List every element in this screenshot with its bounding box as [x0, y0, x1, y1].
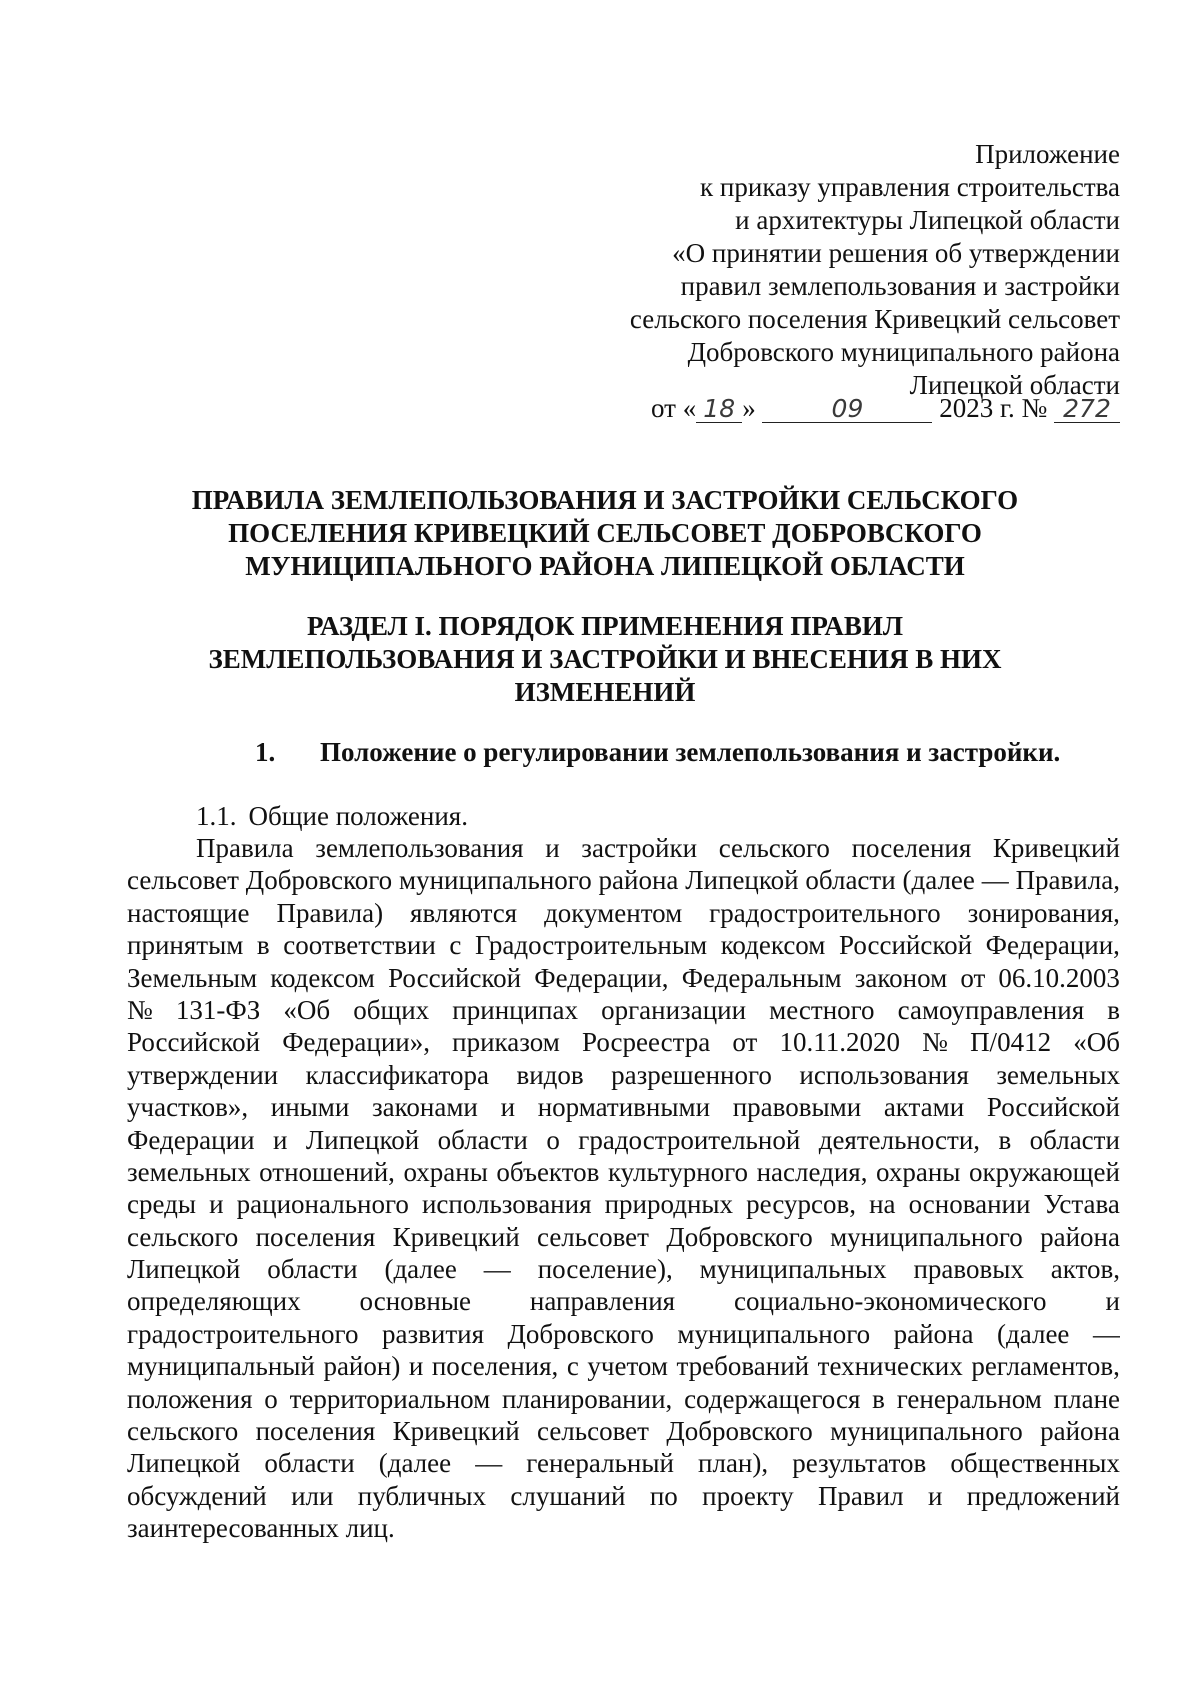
word: муниципального [677, 1318, 871, 1349]
paragraph-line [127, 962, 1120, 994]
word: основании [908, 1189, 1031, 1220]
word: и [408, 1351, 424, 1382]
paragraph-line [127, 1156, 1120, 1188]
word: Федерации», [282, 1027, 430, 1058]
word: Федерации, [985, 930, 1120, 961]
word: содержащегося [684, 1383, 861, 1414]
word: Добровского [507, 1318, 654, 1349]
word: Добровского [666, 1221, 813, 1252]
paragraph-line [127, 1447, 1120, 1479]
paragraph-line [127, 1124, 1120, 1156]
title-line: ПОСЕЛЕНИЯ КРИВЕЦКИЙ СЕЛЬСОВЕТ ДОБРОВСКОГО [228, 518, 982, 548]
appendix-line: Липецкой области [909, 370, 1120, 400]
word: Правила) [276, 897, 384, 928]
word: 06.10.2003 [998, 962, 1120, 993]
handwritten-month: 09 [762, 396, 932, 423]
word: Липецкой [305, 1124, 420, 1155]
word: культурного [607, 1156, 749, 1187]
word: Федеральным [681, 962, 842, 993]
word: П/0412 [970, 1027, 1052, 1058]
paragraph-line [127, 1026, 1120, 1058]
word: Российской [838, 930, 973, 961]
appendix-line: сельского поселения Кривецкий сельсовет [629, 304, 1120, 334]
appendix-line: к приказу управления строительства [700, 172, 1120, 202]
word: муниципальных [699, 1254, 887, 1285]
word: муниципальный [127, 1351, 315, 1382]
word: в [872, 1383, 885, 1414]
appendix-line: и архитектуры Липецкой области [735, 205, 1120, 235]
word: (далее [384, 1254, 457, 1285]
word: актов, [1050, 1254, 1120, 1285]
word: с [449, 930, 462, 961]
word: определяющих [127, 1286, 301, 1317]
word: района [1040, 1221, 1120, 1252]
word: — [475, 1448, 503, 1479]
word: 131-ФЗ [175, 994, 261, 1025]
word: использования [799, 1059, 969, 1090]
word: поселения [255, 1416, 376, 1447]
word: и [545, 833, 560, 863]
paragraph-line [127, 1091, 1120, 1123]
year-text: 2023 г. № [939, 393, 1048, 423]
word: территориальном [289, 1383, 491, 1414]
word: градостроительного [709, 897, 941, 928]
subclause-title: Общие положения. [248, 801, 468, 831]
word: — [1092, 1318, 1120, 1349]
word: планировании, [502, 1383, 673, 1414]
handwritten-day: 18 [696, 396, 742, 423]
paragraph-line [127, 1059, 1120, 1091]
word: направления [529, 1286, 676, 1317]
word: плане [1053, 1383, 1120, 1414]
word: законами [372, 1092, 478, 1123]
word: Липецкой [127, 1448, 241, 1479]
paragraph-line [127, 1383, 1120, 1415]
word: Правил [817, 1480, 904, 1511]
word: регламентов, [971, 1351, 1120, 1382]
word: Российской [986, 1092, 1120, 1123]
word: план), [698, 1448, 769, 1479]
word: Российской [127, 1027, 261, 1058]
word: земельных [127, 1156, 251, 1187]
word: окружающей [968, 1156, 1120, 1187]
word: области [437, 1124, 528, 1155]
word: Правила [196, 833, 294, 863]
word: отношений, [259, 1156, 395, 1187]
clause-heading [255, 736, 1060, 769]
word: Федерации [127, 1124, 255, 1155]
word: правовыми [732, 1092, 862, 1123]
word: области [267, 1254, 358, 1285]
paragraph-line [127, 1253, 1120, 1285]
word: и [500, 1092, 516, 1123]
paragraph-line [127, 864, 1120, 896]
paragraph-line [127, 1480, 1120, 1512]
word: обсуждений [127, 1480, 267, 1511]
word: общих [353, 994, 430, 1025]
word: использования [421, 1189, 592, 1220]
appendix-line: Приложение [975, 139, 1120, 169]
word: публичных [357, 1480, 487, 1511]
word: сельсовет [537, 1221, 649, 1252]
word: Росреестра [581, 1027, 711, 1058]
word: «Об [283, 994, 331, 1025]
word: ресурсов, [746, 1189, 856, 1220]
paragraph-line [127, 994, 1120, 1026]
paragraph-line [127, 929, 1120, 961]
word: сельского [127, 1221, 239, 1252]
paragraph-line-text: заинтересованных лиц. [127, 1513, 395, 1544]
word: и [927, 1480, 943, 1511]
word: принципах [452, 994, 578, 1025]
appendix-line: Добровского муниципального района [687, 337, 1120, 367]
word: актами [883, 1092, 965, 1123]
paragraph-line [127, 1350, 1120, 1382]
word: деятельности, [818, 1124, 981, 1155]
body-paragraph [127, 832, 1120, 1545]
word: настоящие [127, 897, 250, 928]
word: «Об [1073, 1027, 1120, 1058]
word: основные [359, 1286, 471, 1317]
word: Федерации, [534, 962, 669, 993]
title-line: ПРАВИЛА ЗЕМЛЕПОЛЬЗОВАНИЯ И ЗАСТРОЙКИ СЕЛЬСКОГО [191, 485, 1019, 515]
word: являются [410, 897, 518, 928]
word: результатов [792, 1448, 927, 1479]
word: среды [127, 1189, 196, 1220]
clause-number: 1. [255, 737, 276, 767]
section-title-line: ИЗМЕНЕНИЙ [514, 677, 696, 707]
word: по [649, 1480, 678, 1511]
word: Добровского [245, 865, 393, 896]
word: предложений [966, 1480, 1120, 1511]
word: поселения, [431, 1351, 559, 1382]
word: рационального [236, 1189, 409, 1220]
word: Липецкой [127, 1254, 241, 1285]
document-title [130, 484, 1080, 583]
word: (далее [902, 865, 975, 896]
word: муниципального [399, 865, 592, 896]
word: Правила, [1015, 865, 1120, 896]
word: социально-экономического [734, 1286, 1047, 1317]
word: о [546, 1124, 560, 1155]
paragraph-line [127, 832, 1120, 864]
word: приказом [452, 1027, 560, 1058]
word: 10.11.2020 [779, 1027, 900, 1058]
word: сельсовет [127, 865, 239, 896]
paragraph-line [127, 897, 1120, 929]
word: зонирования, [967, 897, 1120, 928]
word: градостроительного [127, 1318, 359, 1349]
word: утверждении [127, 1059, 279, 1090]
appendix-line: правил землепользования и застройки [680, 271, 1120, 301]
section-title-line: ЗЕМЛЕПОЛЬЗОВАНИЯ И ЗАСТРОЙКИ И ВНЕСЕНИЯ В НИХ [208, 644, 1002, 674]
word: в [256, 930, 270, 961]
word: — [981, 865, 1009, 896]
word: и [272, 1124, 288, 1155]
word: сельского [127, 1416, 239, 1447]
word: Кривецкий [992, 833, 1120, 863]
word: № [127, 994, 153, 1025]
word: кодексом [270, 962, 375, 993]
word: — [483, 1254, 511, 1285]
title-line: МУНИЦИПАЛЬНОГО РАЙОНА ЛИПЕЦКОЙ ОБЛАСТИ [245, 551, 965, 581]
paragraph-line [127, 1512, 1120, 1544]
word: от [960, 962, 986, 993]
word: участков», [127, 1092, 249, 1123]
word: проекту [702, 1480, 794, 1511]
word: организации [601, 994, 747, 1025]
word: района [598, 865, 679, 896]
word: общественных [950, 1448, 1120, 1479]
word: видов [516, 1059, 584, 1090]
word: области [264, 1448, 355, 1479]
word: слушаний [510, 1480, 626, 1511]
word: области [1029, 1124, 1120, 1155]
appendix-header [560, 138, 1120, 402]
word: охраны [876, 1156, 961, 1187]
word: о [264, 1383, 278, 1414]
word: и [209, 1189, 224, 1220]
word: на [869, 1189, 896, 1220]
appendix-line: «О принятии решения об утверждении [672, 238, 1120, 268]
date-prefix: от « [651, 393, 697, 423]
word: Кривецкий [392, 1416, 520, 1447]
word: района [1040, 1416, 1120, 1447]
word: района [893, 1318, 974, 1349]
section-title-line: РАЗДЕЛ I. ПОРЯДОК ПРИМЕНЕНИЯ ПРАВИЛ [306, 611, 904, 641]
word: охраны [403, 1156, 488, 1187]
word: поселения [851, 833, 972, 863]
word: развития [381, 1318, 484, 1349]
paragraph-line [127, 1318, 1120, 1350]
handwritten-order-number: 272 [1054, 396, 1120, 423]
word: технических [817, 1351, 963, 1382]
word: Земельным [127, 962, 258, 993]
paragraph-line [127, 1188, 1120, 1220]
word: Липецкой [685, 865, 799, 896]
word: градостроительной [578, 1124, 801, 1155]
word: нормативными [537, 1092, 711, 1123]
word: или [291, 1480, 334, 1511]
word: застройки [581, 833, 698, 863]
word: район) [323, 1351, 401, 1382]
word: классификатора [305, 1059, 489, 1090]
word: документом [544, 897, 683, 928]
paragraph-line [127, 1221, 1120, 1253]
section-title [130, 610, 1080, 709]
subclause-number: 1.1. [196, 801, 237, 831]
word: положения [127, 1383, 253, 1414]
subclause-heading [196, 800, 468, 833]
word: самоуправления [897, 994, 1085, 1025]
order-date-number [651, 392, 1120, 425]
word: в [1107, 994, 1120, 1025]
word: сельского [718, 833, 830, 863]
word: муниципального [830, 1416, 1023, 1447]
paragraph-line [127, 1285, 1120, 1317]
paragraph-line [127, 1415, 1120, 1447]
word: области [805, 865, 896, 896]
word: местного [769, 994, 875, 1025]
word: Добровского [666, 1416, 813, 1447]
word: Российской [388, 962, 522, 993]
word: учетом [587, 1351, 668, 1382]
word: поселения [255, 1221, 376, 1252]
word: принятым [127, 930, 244, 961]
word: объектов [496, 1156, 600, 1187]
word: генеральный [526, 1448, 674, 1479]
word: в [998, 1124, 1012, 1155]
word: кодексом [720, 930, 826, 961]
word: муниципального [830, 1221, 1023, 1252]
word: земельных [996, 1059, 1120, 1090]
word: сельсовет [537, 1416, 649, 1447]
word: Кривецкий [392, 1221, 520, 1252]
word: требований [676, 1351, 810, 1382]
word: законом [854, 962, 948, 993]
word: № [922, 1027, 948, 1058]
word: (далее [378, 1448, 452, 1479]
date-mid: » [742, 393, 756, 423]
word: и [1105, 1286, 1120, 1317]
word: от [732, 1027, 758, 1058]
word: правовых [913, 1254, 1024, 1285]
word: иными [270, 1092, 350, 1123]
word: Градостроительным [474, 930, 708, 961]
word: разрешенного [611, 1059, 772, 1090]
word: землепользования [315, 833, 524, 863]
word: соответствии [283, 930, 436, 961]
word: Устава [1043, 1189, 1120, 1220]
word: поселение), [537, 1254, 673, 1285]
word: (далее [997, 1318, 1070, 1349]
word: наследия, [756, 1156, 868, 1187]
word: природных [604, 1189, 734, 1220]
word: с [566, 1351, 579, 1382]
clause-title: Положение о регулировании землепользования и застройки. [320, 737, 1061, 767]
word: генеральном [896, 1383, 1042, 1414]
